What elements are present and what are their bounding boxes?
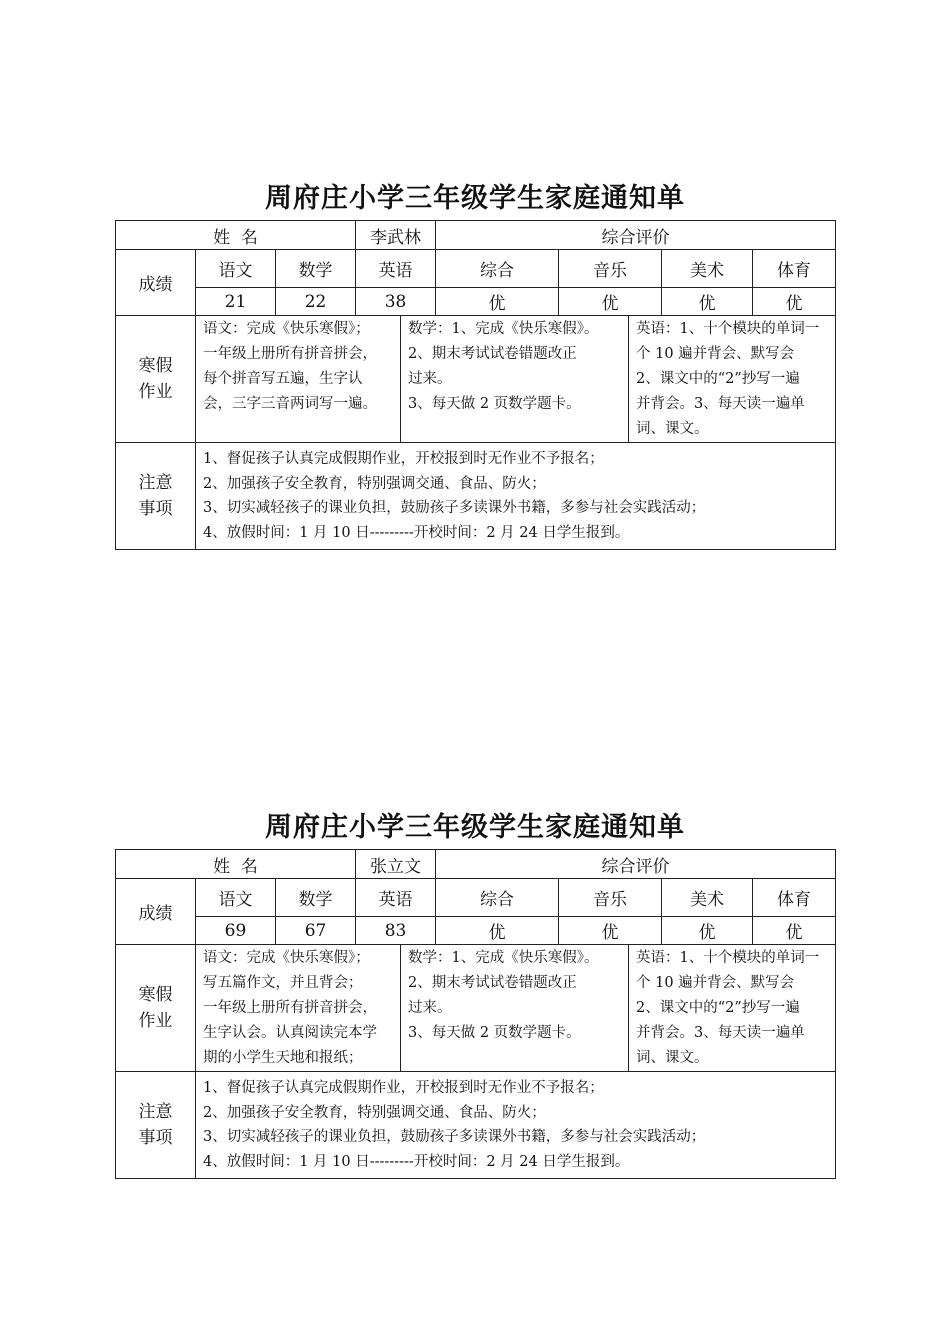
subject-music: 音乐	[559, 879, 662, 917]
notes-label-line: 注意	[138, 473, 173, 493]
score-general: 优	[436, 917, 559, 945]
score-pe: 优	[753, 288, 836, 316]
subject-chinese: 语文	[196, 879, 276, 917]
form-title: 周府庄小学三年级学生家庭通知单	[265, 183, 685, 214]
notes-label	[116, 443, 196, 550]
homework-line: 语文：完成《快乐寒假》；	[203, 950, 370, 966]
overall-label: 综合评价	[436, 850, 836, 879]
homework-line: 会，三字三音两词写一遍。	[203, 396, 377, 412]
name-label: 姓 名	[116, 221, 356, 250]
subject-general: 综合	[436, 879, 559, 917]
note-line: 1、督促孩子认真完成假期作业，开校报到时无作业不予报名；	[203, 1080, 604, 1096]
subject-music: 音乐	[559, 250, 662, 288]
homework-line: 语文：完成《快乐寒假》；	[203, 321, 370, 337]
homework-line: 数学：1、完成《快乐寒假》。	[408, 950, 599, 966]
score-art: 优	[662, 917, 753, 945]
homework-line: 每个拼音写五遍，生字认	[203, 371, 363, 387]
homework-label-line: 寒假	[138, 356, 173, 376]
note-line: 3、切实减轻孩子的课业负担，鼓励孩子多读课外书籍，多参与社会实践活动；	[203, 500, 706, 516]
homework-label-line: 作业	[138, 1011, 173, 1031]
name-label: 姓 名	[116, 850, 356, 879]
subject-general: 综合	[436, 250, 559, 288]
homework-english	[629, 316, 836, 443]
homework-line: 个 10 遍并背会、默写会	[636, 346, 795, 362]
homework-line: 英语：1、十个模块的单词一	[636, 950, 820, 966]
homework-line: 生字认会。认真阅读完本学	[203, 1025, 377, 1041]
form-title: 周府庄小学三年级学生家庭通知单	[265, 812, 685, 843]
student-name: 张立文	[356, 850, 436, 879]
notes-label	[116, 1072, 196, 1179]
note-line: 3、切实减轻孩子的课业负担，鼓励孩子多读课外书籍，多参与社会实践活动；	[203, 1129, 706, 1145]
homework-line: 数学：1、完成《快乐寒假》。	[408, 321, 599, 337]
homework-chinese	[196, 945, 401, 1072]
score-art: 优	[662, 288, 753, 316]
score-chinese: 21	[196, 288, 276, 316]
homework-line: 一年级上册所有拼音拼会，	[203, 346, 377, 362]
homework-line: 2、课文中的“2”抄写一遍	[636, 1000, 800, 1016]
homework-line: 词、课文。	[636, 1050, 709, 1066]
homework-line: 写五篇作文，并且背会；	[203, 975, 363, 991]
notes-label-line: 注意	[138, 1102, 173, 1122]
score-chinese: 69	[196, 917, 276, 945]
homework-line: 并背会。3、每天读一遍单	[636, 1025, 805, 1041]
student-name: 李武林	[356, 221, 436, 250]
homework-line: 个 10 遍并背会、默写会	[636, 975, 795, 991]
homework-line: 过来。	[408, 371, 452, 387]
score-pe: 优	[753, 917, 836, 945]
homework-line: 3、每天做 2 页数学题卡。	[408, 1025, 581, 1041]
homework-math	[401, 945, 629, 1072]
homework-line: 英语：1、十个模块的单词一	[636, 321, 820, 337]
homework-math	[401, 316, 629, 443]
notes-content	[196, 443, 836, 550]
homework-english	[629, 945, 836, 1072]
note-line: 4、放假时间：1 月 10 日---------开校时间：2 月 24 日学生报到。	[203, 1153, 630, 1170]
homework-line: 一年级上册所有拼音拼会，	[203, 1000, 377, 1016]
subject-pe: 体育	[753, 879, 836, 917]
homework-label	[116, 316, 196, 443]
homework-chinese	[196, 316, 401, 443]
score-english: 83	[356, 917, 436, 945]
subject-math: 数学	[276, 879, 356, 917]
notice-form-1	[115, 178, 835, 550]
homework-label	[116, 945, 196, 1072]
subject-math: 数学	[276, 250, 356, 288]
notice-table	[115, 220, 836, 550]
subject-pe: 体育	[753, 250, 836, 288]
homework-line: 2、期末考试试卷错题改正	[408, 346, 577, 362]
score-music: 优	[559, 917, 662, 945]
note-line: 2、加强孩子安全教育，特别强调交通、食品、防火；	[203, 475, 546, 492]
overall-label: 综合评价	[436, 221, 836, 250]
homework-line: 2、期末考试试卷错题改正	[408, 975, 577, 991]
score-math: 22	[276, 288, 356, 316]
subject-english: 英语	[356, 250, 436, 288]
score-math: 67	[276, 917, 356, 945]
subject-english: 英语	[356, 879, 436, 917]
score-english: 38	[356, 288, 436, 316]
homework-line: 过来。	[408, 1000, 452, 1016]
homework-line: 词、课文。	[636, 421, 709, 437]
notes-label-line: 事项	[138, 1128, 173, 1148]
homework-label-line: 作业	[138, 382, 173, 402]
notes-content	[196, 1072, 836, 1179]
notice-table	[115, 849, 836, 1179]
homework-label-line: 寒假	[138, 985, 173, 1005]
subject-chinese: 语文	[196, 250, 276, 288]
notice-form-2	[115, 807, 835, 1179]
subject-art: 美术	[662, 879, 753, 917]
note-line: 2、加强孩子安全教育，特别强调交通、食品、防火；	[203, 1104, 546, 1121]
note-line: 1、督促孩子认真完成假期作业，开校报到时无作业不予报名；	[203, 451, 604, 467]
grades-label: 成绩	[116, 879, 196, 945]
homework-line: 并背会。3、每天读一遍单	[636, 396, 805, 412]
homework-line: 3、每天做 2 页数学题卡。	[408, 396, 581, 412]
homework-line: 期的小学生天地和报纸；	[203, 1050, 363, 1066]
homework-line: 2、课文中的“2”抄写一遍	[636, 371, 800, 387]
subject-art: 美术	[662, 250, 753, 288]
score-music: 优	[559, 288, 662, 316]
grades-label: 成绩	[116, 250, 196, 316]
note-line: 4、放假时间：1 月 10 日---------开校时间：2 月 24 日学生报到。	[203, 524, 630, 541]
notes-label-line: 事项	[138, 499, 173, 519]
score-general: 优	[436, 288, 559, 316]
